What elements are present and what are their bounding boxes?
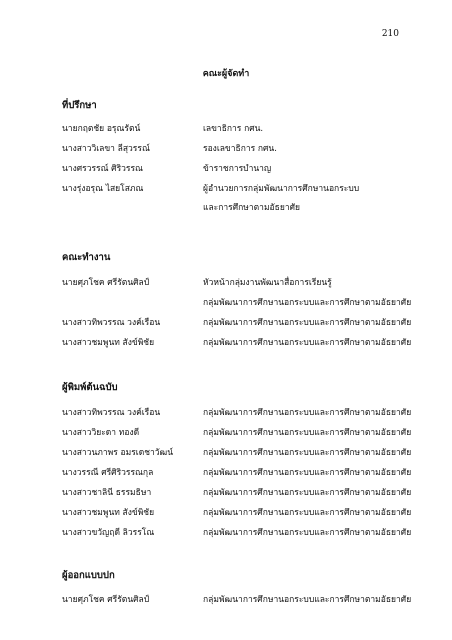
advisor-name: นางศรวรรณ์ ศิริวรรณ xyxy=(62,164,143,174)
typist-role: กลุ่มพัฒนาการศึกษานอกระบบและการศึกษาตามอัธยาศัย xyxy=(203,428,412,438)
advisor-name: นางสาววิเลขา ลีสุวรรณ์ xyxy=(62,144,150,154)
typist-name: นางสาวชมพูนท สังข์พิชัย xyxy=(62,508,155,518)
typist-name: นางสาววิยะดา ทองดี xyxy=(62,428,140,438)
team-member-role-continuation: กลุ่มพัฒนาการศึกษานอกระบบและการศึกษาตามอัธยาศัย xyxy=(203,298,412,308)
section-heading-cover-designer: ผู้ออกแบบปก xyxy=(62,570,115,581)
team-member-role: กลุ่มพัฒนาการศึกษานอกระบบและการศึกษาตามอัธยาศัย xyxy=(203,338,412,348)
typist-role: กลุ่มพัฒนาการศึกษานอกระบบและการศึกษาตามอัธยาศัย xyxy=(203,468,412,478)
team-member-name: นางสาวชมพูนท สังข์พิชัย xyxy=(62,338,155,348)
section-heading-working-team: คณะทำงาน xyxy=(62,252,111,263)
page-number: 210 xyxy=(381,29,399,39)
advisor-role: รองเลขาธิการ กศน. xyxy=(203,144,277,154)
team-member-role: กลุ่มพัฒนาการศึกษานอกระบบและการศึกษาตามอัธยาศัย xyxy=(203,318,412,328)
typist-role: กลุ่มพัฒนาการศึกษานอกระบบและการศึกษาตามอัธยาศัย xyxy=(203,448,412,458)
advisor-role: ผู้อำนวยการกลุ่มพัฒนาการศึกษานอกระบบ xyxy=(203,184,360,194)
advisor-name: นางรุ่งอรุณ ไสยโสภณ xyxy=(62,184,144,194)
team-member-name: นางสาวทิพวรรณ วงค์เรือน xyxy=(62,318,161,328)
typist-name: นางสาวทิพวรรณ วงค์เรือน xyxy=(62,408,161,418)
typist-name: นางสาวชาลินี ธรรมธิษา xyxy=(62,488,152,498)
section-heading-typists: ผู้พิมพ์ต้นฉบับ xyxy=(62,382,118,393)
typist-role: กลุ่มพัฒนาการศึกษานอกระบบและการศึกษาตามอัธยาศัย xyxy=(203,508,412,518)
typist-name: นางสาวขวัญฤดี ลิวรรโณ xyxy=(62,528,155,538)
advisor-name: นายกฤตชัย อรุณรัตน์ xyxy=(62,124,141,134)
typist-role: กลุ่มพัฒนาการศึกษานอกระบบและการศึกษาตามอัธยาศัย xyxy=(203,488,412,498)
advisor-role: เลขาธิการ กศน. xyxy=(203,124,264,134)
advisor-role-continuation: และการศึกษาตามอัธยาศัย xyxy=(203,203,300,213)
typist-role: กลุ่มพัฒนาการศึกษานอกระบบและการศึกษาตามอัธยาศัย xyxy=(203,528,412,538)
cover-designer-name: นายศุภโชค ศรีรัตนศิลป์ xyxy=(62,595,150,605)
section-heading-advisors: ที่ปรึกษา xyxy=(62,100,97,111)
page-title: คณะผู้จัดทำ xyxy=(202,69,250,79)
typist-name: นางวรรณี ศรีศิริวรรณกุล xyxy=(62,468,154,478)
typist-role: กลุ่มพัฒนาการศึกษานอกระบบและการศึกษาตามอัธยาศัย xyxy=(203,408,412,418)
cover-designer-role: กลุ่มพัฒนาการศึกษานอกระบบและการศึกษาตามอัธยาศัย xyxy=(203,595,412,605)
team-member-name: นายศุภโชค ศรีรัตนศิลป์ xyxy=(62,278,150,288)
advisor-role: ข้าราชการบำนาญ xyxy=(203,164,272,174)
typist-name: นางสาวนภาพร อมรเดชาวัฒน์ xyxy=(62,448,174,458)
team-member-role: หัวหน้ากลุ่มงานพัฒนาสื่อการเรียนรู้ xyxy=(203,278,332,288)
